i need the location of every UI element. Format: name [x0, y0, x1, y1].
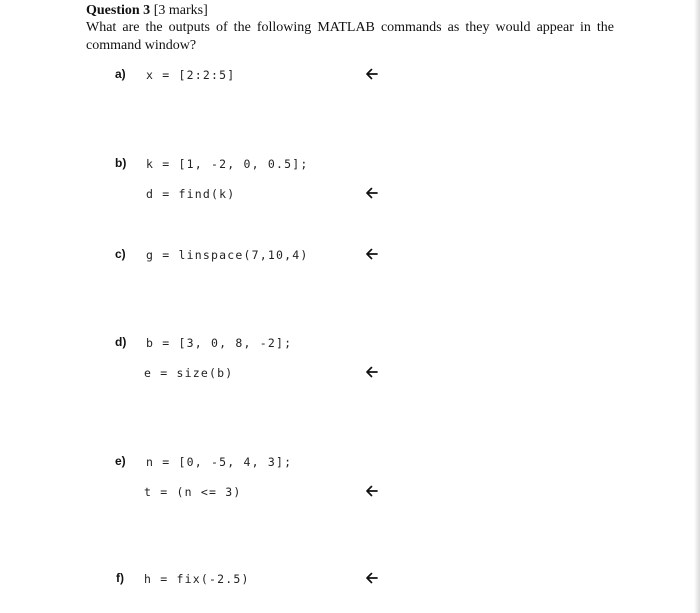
item-c-code: g = linspace(7,10,4) [146, 248, 309, 262]
left-arrow-icon [365, 248, 378, 260]
item-label-e: e) [115, 454, 126, 468]
item-label-c: c) [115, 247, 126, 261]
left-arrow-icon [365, 572, 378, 584]
item-label-b: b) [115, 156, 127, 170]
item-d-code-2: e = size(b) [144, 366, 234, 380]
item-b-code-1: k = [1, -2, 0, 0.5]; [146, 157, 309, 171]
question-marks: [3 marks] [153, 3, 208, 18]
item-label-f: f) [116, 571, 124, 585]
left-arrow-icon [365, 187, 378, 199]
left-arrow-icon [365, 485, 378, 497]
question-heading [86, 2, 208, 20]
item-a-code: x = [2:2:5] [146, 68, 236, 82]
item-e-code-2: t = (n <= 3) [144, 485, 242, 499]
item-label-a: a) [115, 67, 126, 81]
item-d-code-1: b = [3, 0, 8, -2]; [146, 336, 293, 350]
item-f-code: h = fix(-2.5) [144, 572, 250, 586]
page-edge-shadow [694, 0, 700, 613]
question-title: Question 3 [86, 3, 151, 18]
left-arrow-icon [365, 366, 378, 378]
left-arrow-icon [365, 68, 378, 80]
item-e-code-1: n = [0, -5, 4, 3]; [146, 455, 293, 469]
item-label-d: d) [115, 335, 127, 349]
question-prompt: What are the outputs of the following MATLAB commands as they would appear in the command window? [86, 20, 614, 53]
item-b-code-2: d = find(k) [146, 187, 236, 201]
